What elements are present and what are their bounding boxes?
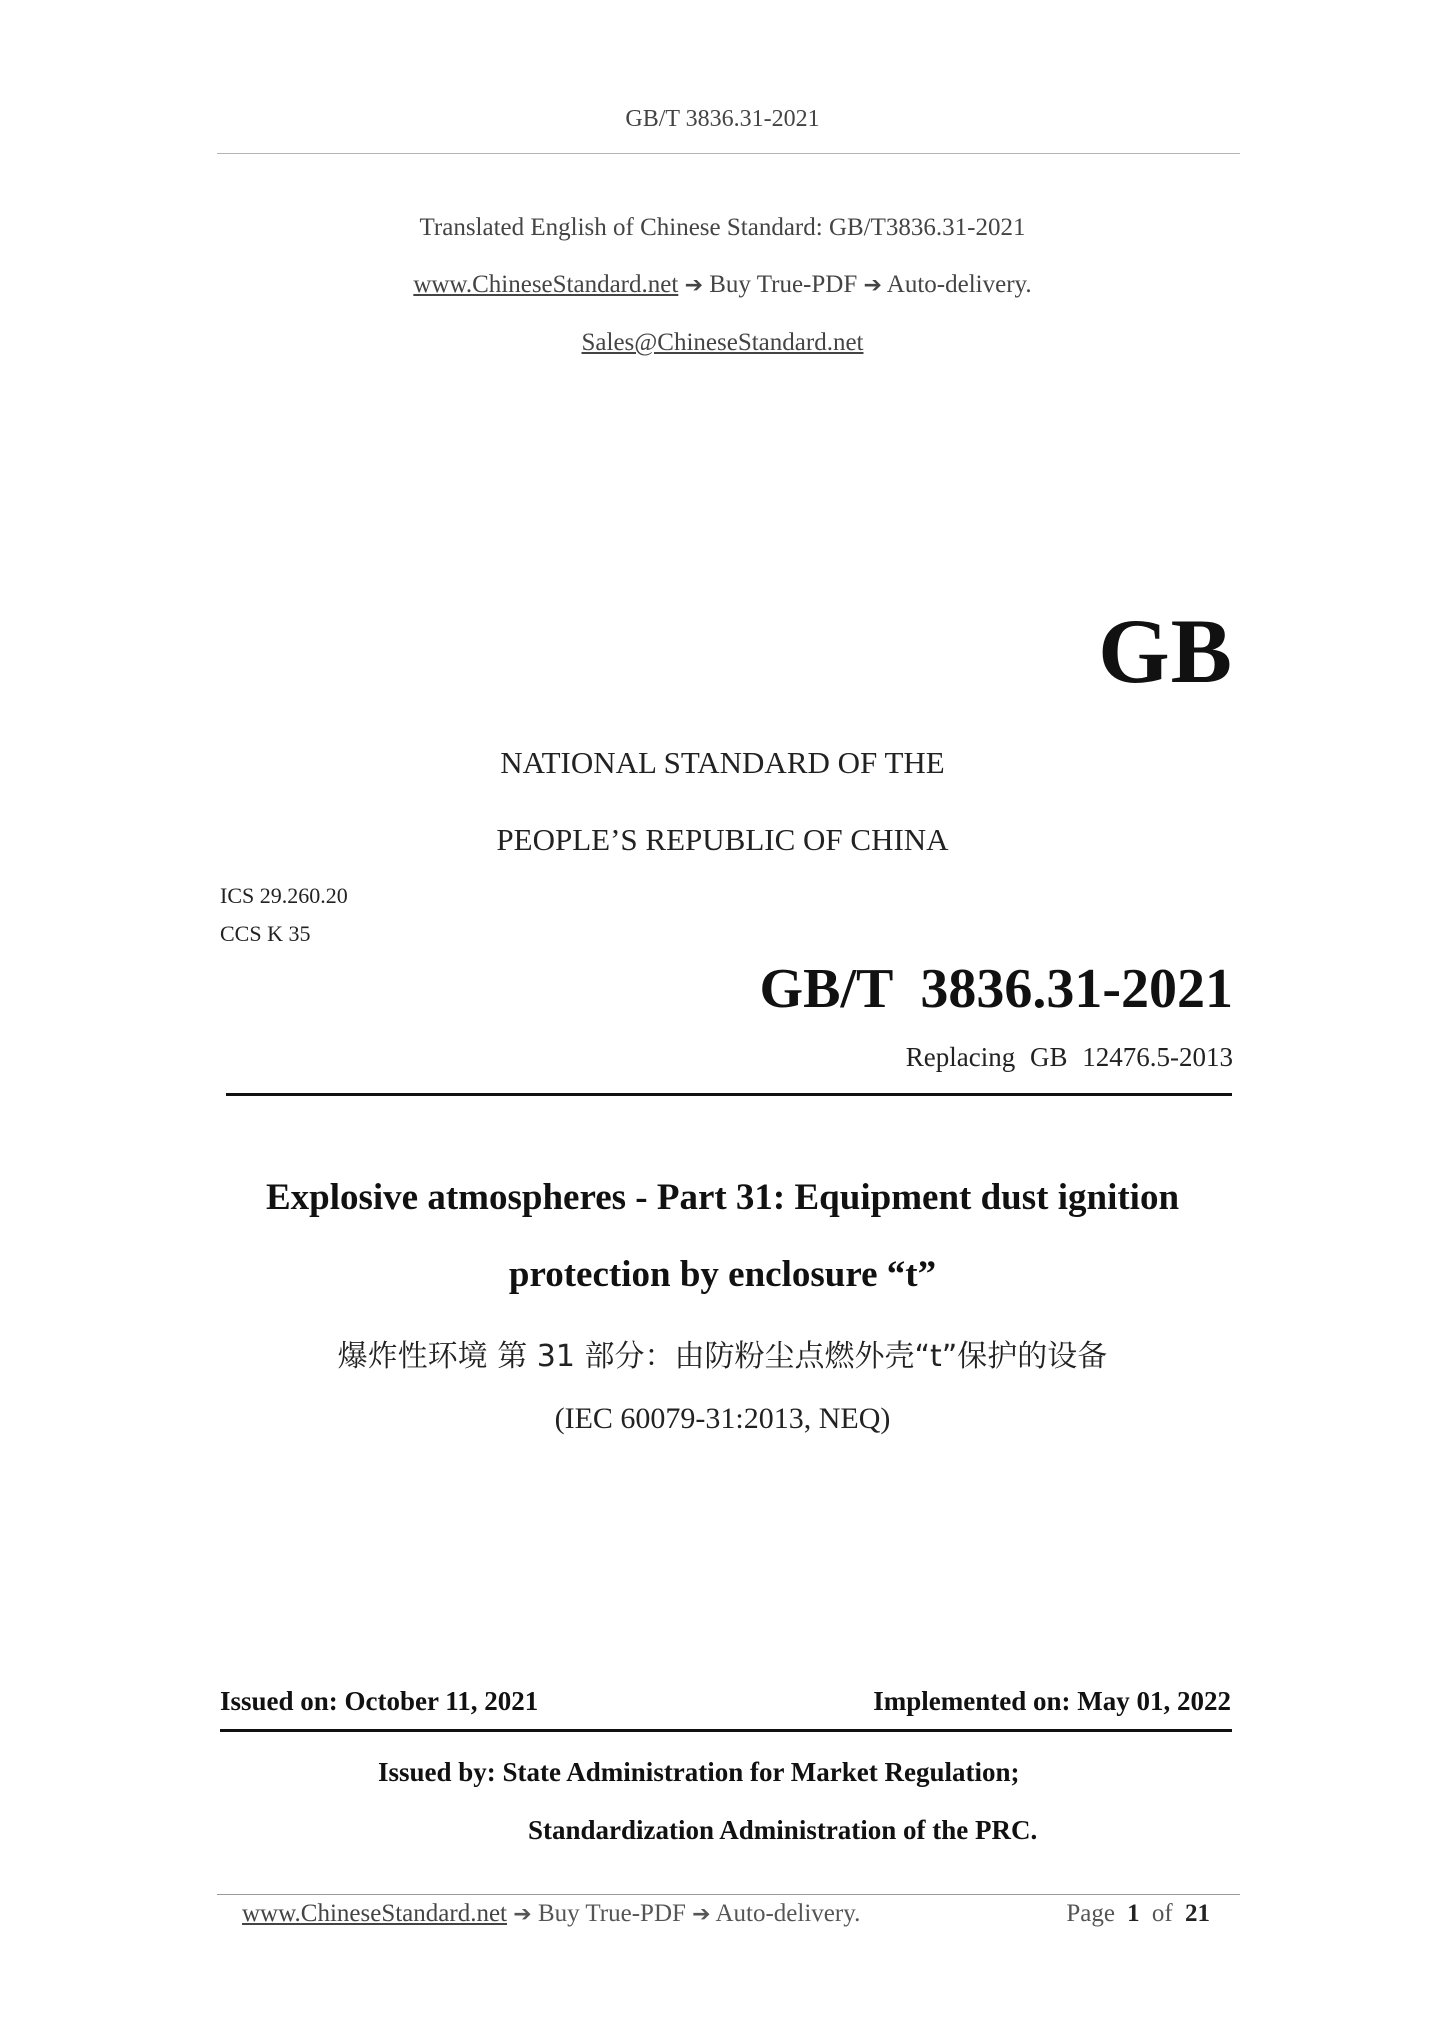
chinese-title: 爆炸性环境 第 31 部分：由防粉尘点燃外壳“t”保护的设备: [337, 1339, 1108, 1374]
footer-delivery-text: Auto-delivery.: [715, 1900, 861, 1927]
site-link[interactable]: www.ChineseStandard.net: [413, 271, 679, 298]
standard-number: GB/T 3836.31-2021: [759, 958, 1233, 1020]
dates-divider: [220, 1729, 1232, 1732]
replacing-standard: Replacing GB 12476.5-2013: [905, 1042, 1233, 1072]
issued-on-date: Issued on: October 11, 2021: [220, 1686, 539, 1716]
right-arrow-icon: ➔: [692, 1902, 711, 1927]
auto-delivery-text: Auto-delivery.: [886, 271, 1032, 298]
right-arrow-icon: ➔: [684, 273, 703, 298]
page-indicator: [1066, 1900, 1210, 1928]
footer-divider: [217, 1894, 1240, 1895]
national-standard-line-1: NATIONAL STANDARD OF THE: [500, 745, 945, 780]
right-arrow-icon: ➔: [513, 1902, 532, 1927]
translated-notice: Translated English of Chinese Standard: GB/T3836.31-2021: [419, 214, 1026, 241]
title-divider: [226, 1093, 1232, 1096]
page-label: Page: [1066, 1900, 1115, 1927]
gb-logo: GB: [1098, 600, 1233, 702]
footer-site-link[interactable]: www.ChineseStandard.net: [242, 1900, 507, 1927]
national-standard-line-2: PEOPLE’S REPUBLIC OF CHINA: [496, 822, 949, 857]
purchase-line: [0, 271, 1445, 299]
issued-by-line-1: Issued by: State Administration for Market Regulation;: [378, 1757, 1020, 1787]
english-title-line-2: protection by enclosure “t”: [508, 1254, 937, 1295]
issued-by-line-2: Standardization Administration of the PRC.: [528, 1815, 1038, 1845]
page-of: of: [1151, 1900, 1173, 1927]
iec-reference: (IEC 60079-31:2013, NEQ): [554, 1402, 891, 1435]
english-title-line-1: Explosive atmospheres - Part 31: Equipment dust ignition: [265, 1177, 1180, 1218]
page-total: 21: [1185, 1900, 1210, 1927]
right-arrow-icon: ➔: [863, 273, 882, 298]
page-current: 1: [1127, 1900, 1140, 1927]
email-line: [0, 329, 1445, 357]
ccs-code: CCS K 35: [220, 921, 311, 946]
sales-email-link[interactable]: Sales@ChineseStandard.net: [581, 329, 864, 356]
running-header: GB/T 3836.31-2021: [625, 106, 820, 132]
buy-true-pdf-text: Buy True-PDF: [709, 271, 858, 298]
footer-purchase-line: [242, 1900, 860, 1928]
ics-code: ICS 29.260.20: [220, 883, 348, 908]
implemented-on-date: Implemented on: May 01, 2022: [873, 1686, 1231, 1716]
header-divider: [217, 153, 1240, 154]
footer-buy-text: Buy True-PDF: [537, 1900, 686, 1927]
